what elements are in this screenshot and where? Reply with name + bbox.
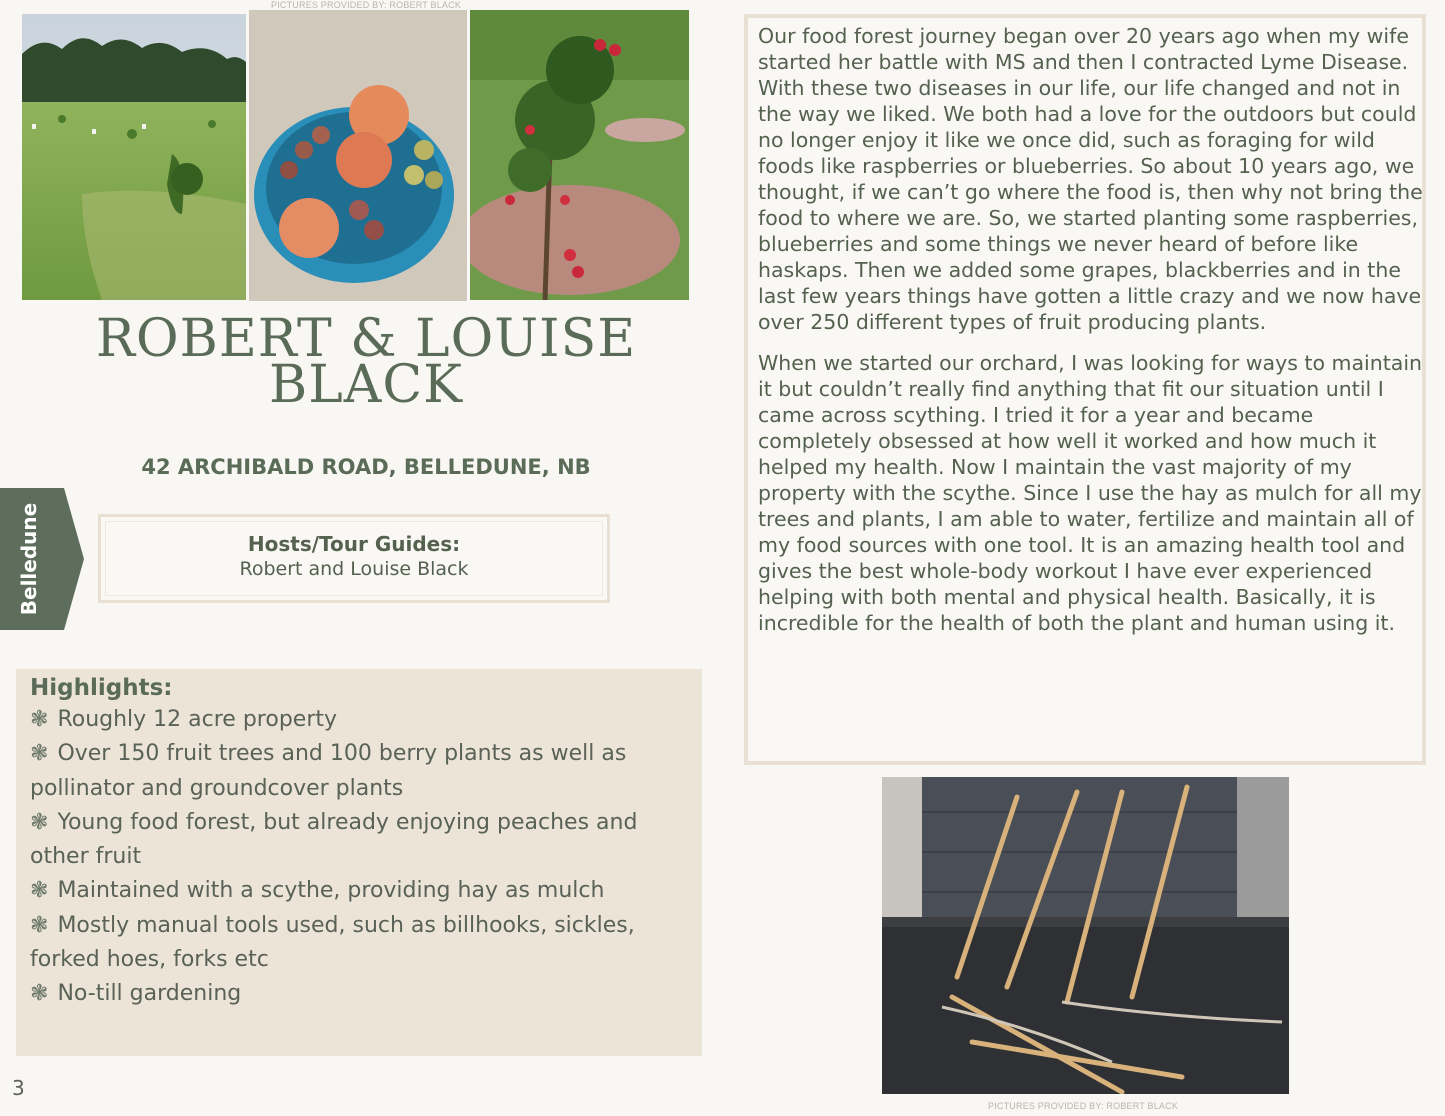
highlight-text: Maintained with a scythe, providing hay as mulch: [57, 878, 605, 904]
title-line-1: ROBERT & LOUISE: [95, 309, 637, 369]
highlight-text: Mostly manual tools used, such as billhooks, sickles, forked hoes, forks etc: [30, 912, 635, 973]
flower-bullet-icon: ❃: [30, 878, 49, 904]
highlights-title: Highlights:: [30, 675, 173, 701]
page-number: 3: [12, 1076, 25, 1100]
list-item: [30, 703, 688, 737]
orchard-field-photo: [22, 14, 246, 300]
hosts-box: [98, 514, 610, 603]
story-paragraph-1: Our food forest journey began over 20 years ago when my wife started her battle with MS and then I contracted Lyme Disease. With these two diseases in our life, our life changed and not in the way we liked. We both had a love for the outdoors but could no longer enjoy it like we once did, such as foraging for wild foods like raspberries or blueberries. So about 10 years ago, we thought, if we can’t go where the food is, then why not bring the food to where we are. So, we started planting some raspberries, blueberries and some things we never heard of before like haskaps. Then we added some grapes, blackberries and in the last few years things have gotten a little crazy and we now have over 250 different types of fruit producing plants.: [758, 24, 1423, 334]
tab-label: Belledune: [17, 502, 42, 616]
photo-credit-bottom: PICTURES PROVIDED BY: ROBERT BLACK: [988, 1101, 1179, 1111]
highlights-list: [30, 703, 688, 1012]
flower-bullet-icon: ❃: [30, 741, 49, 767]
story-box: [744, 14, 1426, 765]
hosts-label: Hosts/Tour Guides:: [247, 532, 461, 556]
list-item: [30, 874, 688, 908]
location-tab: [0, 488, 84, 630]
fruit-bowl-photo: [249, 10, 467, 301]
flower-bullet-icon: ❃: [30, 809, 49, 835]
flower-bullet-icon: ❃: [30, 707, 49, 732]
list-item: [30, 977, 688, 1011]
property-address: 42 ARCHIBALD ROAD, BELLEDUNE, NB: [141, 455, 591, 479]
list-item: [30, 737, 688, 806]
highlight-text: Over 150 fruit trees and 100 berry plants as well as pollinator and groundcover plants: [30, 741, 627, 801]
story-paragraph-2: When we started our orchard, I was looking for ways to maintain it but couldn’t really find anything that fit our situation until I came across scything. I tried it for a year and became completely obsessed at how well it worked and how much it helped my health. Now I maintain the vast majority of my property with the scythe. Since I use the hay as mulch for all my trees and plants, I am able to water, fertilize and maintain all of my food sources with one tool. It is an amazing health tool and gives the best whole-body workout I have ever experienced helping with both mental and physical health. Basically, it is incredible for the health of both the plant and human using it.: [758, 351, 1423, 635]
host-name-title: [40, 309, 692, 415]
apple-tree-photo: [470, 10, 689, 300]
flower-bullet-icon: ❃: [30, 981, 49, 1007]
story-text: [758, 23, 1423, 651]
highlight-text: No-till gardening: [57, 981, 242, 1007]
flower-bullet-icon: ❃: [30, 912, 49, 938]
highlights-box: [16, 669, 702, 1056]
list-item: [30, 909, 688, 978]
title-line-2: BLACK: [269, 355, 463, 415]
photo-credit-top: PICTURES PROVIDED BY: ROBERT BLACK: [271, 0, 462, 10]
list-item: [30, 806, 688, 875]
highlight-text: Young food forest, but already enjoying peaches and other fruit: [30, 809, 638, 870]
hosts-value: Robert and Louise Black: [239, 558, 469, 580]
highlight-text: Roughly 12 acre property: [57, 707, 338, 732]
scythes-photo: [882, 777, 1289, 1094]
